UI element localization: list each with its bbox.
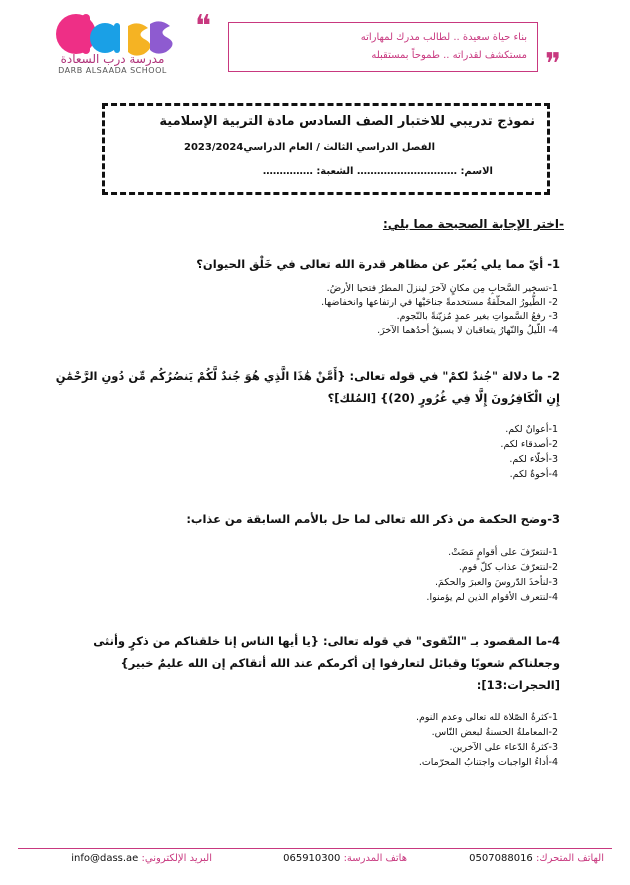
school-phone-value[interactable]: 065910300 bbox=[283, 853, 341, 864]
exam-title: نموذج تدريبي للاختبار الصف السادس مادة التربية الإسلامية bbox=[159, 114, 535, 129]
option[interactable]: 2-أصدقاء لكم. bbox=[500, 439, 558, 450]
exam-term: الفصل الدراسي الثالث / العام الدراسي2023/2024 bbox=[183, 142, 435, 153]
section-title: -اختر الإجابة الصحيحة مما يلي: bbox=[382, 217, 564, 231]
logo-shape-s1 bbox=[128, 23, 151, 55]
option[interactable]: 3-كثرةُ الدّعاء على الآخرين. bbox=[449, 742, 558, 753]
option[interactable]: 3-أخلّاء لكم. bbox=[509, 454, 558, 465]
mobile-value[interactable]: 0507088016 bbox=[469, 853, 533, 864]
question-1-options bbox=[78, 282, 558, 338]
student-info-line bbox=[263, 166, 493, 177]
school-name-arabic: مدرسة درب السعادة bbox=[60, 52, 165, 66]
option[interactable]: 3-لنأخذَ الدّروسَ والعبرَ والحكمَ. bbox=[435, 577, 558, 588]
mobile-label: الهاتف المتحرك: bbox=[535, 853, 604, 864]
slogan-box bbox=[228, 22, 538, 72]
question-2-options bbox=[78, 422, 558, 482]
quote-open-icon: ❝ bbox=[195, 9, 212, 44]
question-4-options bbox=[78, 710, 558, 770]
footer bbox=[18, 853, 612, 873]
option[interactable]: 1-أعوانٌ لكم. bbox=[505, 424, 558, 435]
exam-info-box bbox=[102, 103, 550, 195]
footer-mobile bbox=[469, 853, 604, 864]
option[interactable]: 4-أداءُ الواجبات واجتنابُ المحرّمات. bbox=[418, 757, 558, 768]
email-value[interactable]: info@dass.ae bbox=[71, 853, 139, 864]
option[interactable]: 4-لنتعرف الأقوام الذين لم يؤمنوا. bbox=[426, 592, 558, 603]
option[interactable]: 3- رفعُ السَّمواتِ بغير عمدٍ مُزيّنةً بالنّجوم. bbox=[396, 311, 558, 322]
quote-close-icon: ❞ bbox=[545, 47, 562, 82]
footer-email bbox=[71, 853, 212, 864]
slogan-line-1: بناء حياة سعيدة .. لطالب مدرك لمهاراته bbox=[360, 32, 527, 43]
question-4: 4-ما المقصود بـ "التّقوى" في قوله تعالى: {يا أيها الناس إنا خلقناكم من ذكرٍ وأنثى وجعلناكم شعوبًا وقبائل لتعارفوا إن أكرمكم عند الله أتقاكم إن الله عليمٌ خبير} [الحجرات:13]: bbox=[93, 634, 560, 692]
option[interactable]: 4-أخوةٌ لكم. bbox=[509, 469, 558, 480]
school-phone-label: هاتف المدرسة: bbox=[343, 853, 407, 864]
section-field[interactable]: …………… bbox=[262, 166, 313, 177]
option[interactable]: 2-المعاملةُ الحسنةُ لبعض النّاس. bbox=[431, 727, 558, 738]
email-label: البريد الإلكتروني: bbox=[141, 853, 212, 864]
question-2: 2- ما دلالة "جُندٌ لكمْ" في قوله تعالى: {أَمَّنْ هَٰذَا الَّذِي هُوَ جُندٌ لَّكُمْ يَنصُرُكُم مِّن دُونِ الرَّحْمَٰنِ إِنِ الْكَافِرُونَ إِلَّا فِي غُرُورٍ (20)} [المُلك]؟ bbox=[55, 369, 560, 405]
option[interactable]: 1-تسخير السَّحابِ مِن مكانٍ لآخرَ لينزلَ المطرُ فتحيا الأرضُ. bbox=[326, 283, 558, 294]
option[interactable]: 1-كثرةُ الصّلاة لله تعالى وعدم النوم. bbox=[415, 712, 558, 723]
footer-school-phone bbox=[283, 853, 407, 864]
option[interactable]: 2-لنتعرّفَ عذاب كلّ قوم. bbox=[458, 562, 558, 573]
school-name-english: DARB ALSAADA SCHOOL bbox=[58, 66, 167, 75]
slogan-line-2: مستكشف لقدراته .. طموحاً بمستقبله bbox=[371, 50, 527, 61]
option[interactable]: 2- الطُّيورُ المحلّقةُ مستخدمةً جناحَيْها في ارتفاعها وانخفاضها. bbox=[321, 297, 558, 308]
option[interactable]: 4- اللّيلُ والنّهارُ يتعاقبان لا يسبقُ أحدُهما الآخرَ. bbox=[377, 325, 558, 336]
logo-shape-s2 bbox=[150, 21, 173, 53]
footer-divider bbox=[18, 848, 612, 849]
question-3-options bbox=[78, 545, 558, 605]
option[interactable]: 1-لنتعرّفَ على أقوامٍ مَضَتْ. bbox=[448, 547, 558, 558]
name-label: الاسم: bbox=[460, 166, 493, 177]
section-label: الشعبة: bbox=[316, 166, 354, 177]
question-1: 1- أيّ مما يلي يُعبّر عن مظاهر قدرة الله تعالى في خَلْق الحيوان؟ bbox=[196, 257, 560, 271]
name-field[interactable]: ………………………… bbox=[356, 166, 457, 177]
question-3: 3-وضح الحكمة من ذكر الله تعالى لما حل بالأمم السابقة من عذاب: bbox=[186, 512, 560, 526]
